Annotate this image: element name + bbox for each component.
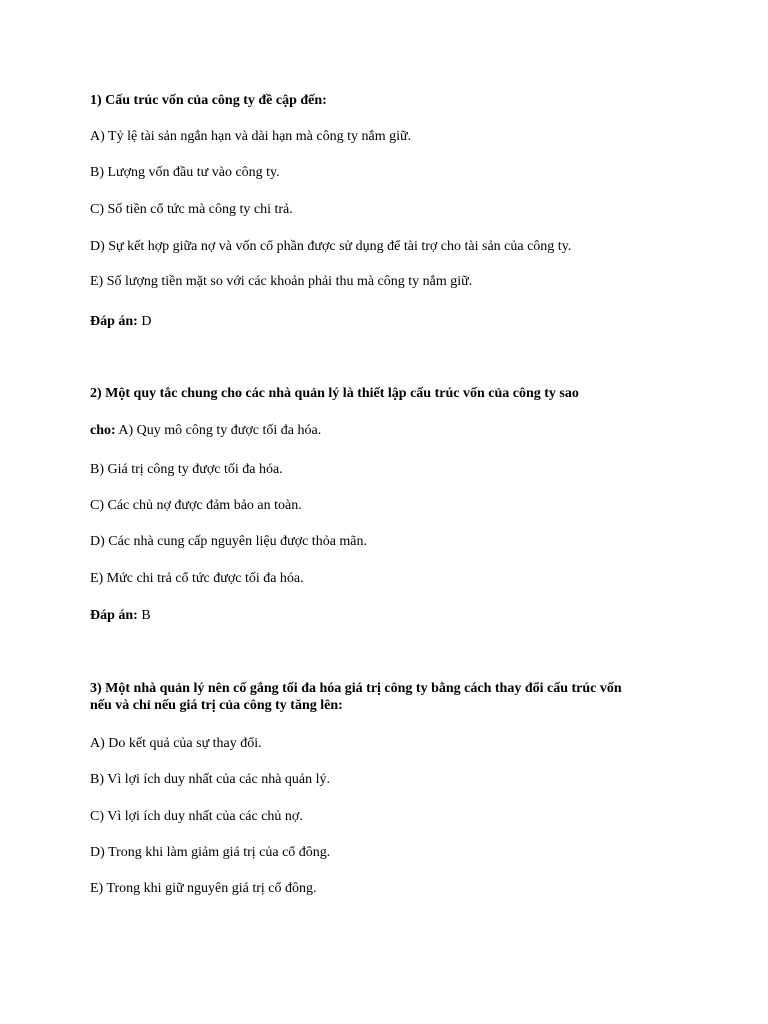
question-3-title-line-1: 3) Một nhà quản lý nên cố gắng tối đa hóa giá trị công ty bằng cách thay đổi cấu trúc vốn — [90, 681, 622, 696]
question-3-option-d: D) Trong khi làm giảm giá trị của cổ đông. — [90, 845, 331, 860]
question-3-option-c: C) Vì lợi ích duy nhất của các chủ nợ. — [90, 809, 303, 824]
question-2-option-a: A) Quy mô công ty được tối đa hóa. — [115, 423, 322, 438]
question-2-option-c: C) Các chủ nợ được đảm bảo an toàn. — [90, 498, 302, 513]
question-2-option-b: B) Giá trị công ty được tối đa hóa. — [90, 462, 283, 477]
answer-label: Đáp án: — [90, 314, 138, 329]
question-3-title-line-2: nếu và chỉ nếu giá trị của công ty tăng lên: — [90, 698, 343, 713]
question-2-title-continuation — [90, 422, 690, 439]
question-1-option-c: C) Số tiền cổ tức mà công ty chi trả. — [90, 202, 293, 217]
question-1-option-d: D) Sự kết hợp giữa nợ và vốn cổ phần được sử dụng để tài trợ cho tài sản của công ty. — [90, 239, 572, 254]
question-1-option-e: E) Số lượng tiền mặt so với các khoản phải thu mà công ty nắm giữ. — [90, 274, 473, 289]
question-3-option-e: E) Trong khi giữ nguyên giá trị cổ đông. — [90, 881, 317, 896]
answer-value: D — [137, 314, 152, 329]
question-2-option-e: E) Mức chi trả cổ tức được tối đa hóa. — [90, 571, 304, 586]
question-1-option-b: B) Lượng vốn đầu tư vào công ty. — [90, 165, 280, 180]
answer-value: B — [137, 608, 151, 623]
question-3-option-b: B) Vì lợi ích duy nhất của các nhà quản lý. — [90, 772, 331, 787]
answer-label: Đáp án: — [90, 608, 138, 623]
question-3-option-a: A) Do kết quả của sự thay đổi. — [90, 736, 262, 751]
question-2-option-d: D) Các nhà cung cấp nguyên liệu được thỏa mãn. — [90, 534, 368, 549]
question-1-title: 1) Cấu trúc vốn của công ty đề cập đến: — [90, 93, 327, 108]
question-2-title-end: cho: — [90, 423, 116, 438]
question-1-option-a: A) Tỷ lệ tài sản ngắn hạn và dài hạn mà công ty nắm giữ. — [90, 129, 412, 144]
question-1-answer — [90, 313, 690, 330]
question-2-title: 2) Một quy tắc chung cho các nhà quản lý là thiết lập cấu trúc vốn của công ty sao — [90, 386, 579, 401]
question-2-answer — [90, 607, 690, 624]
